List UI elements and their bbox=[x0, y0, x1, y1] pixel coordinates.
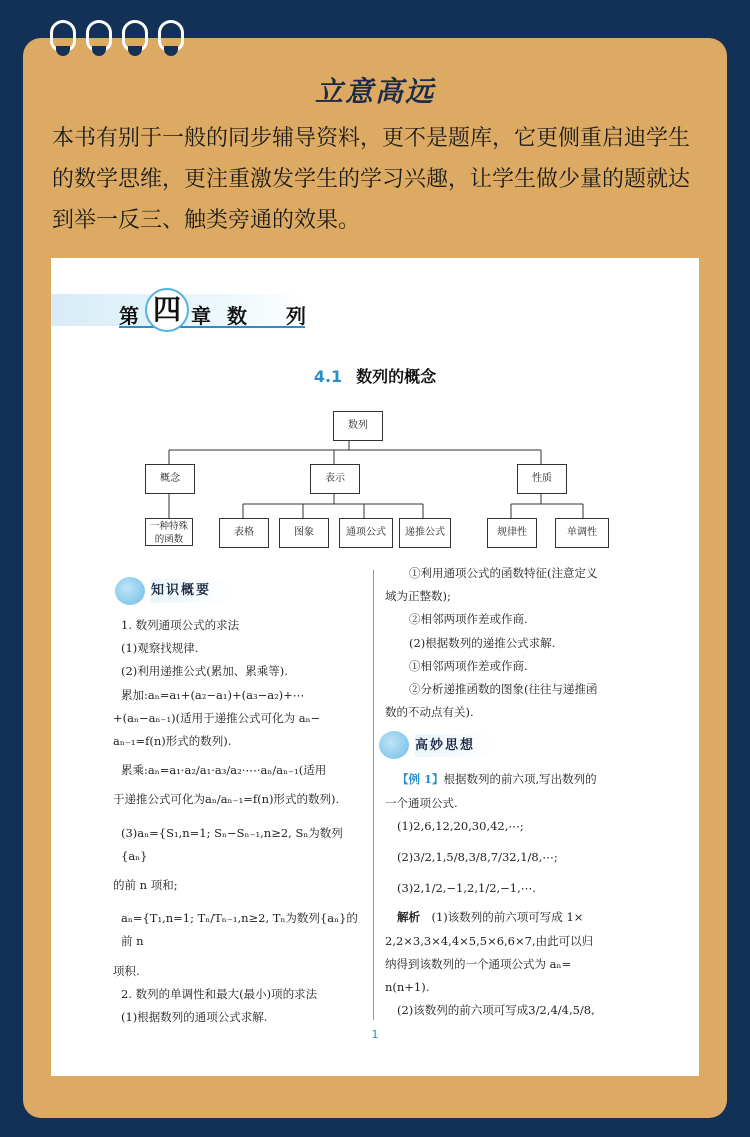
example-tag: 【例 1】 bbox=[397, 772, 444, 787]
text-line: +(aₙ−aₙ₋₁)(适用于递推公式可化为 aₙ− bbox=[113, 710, 321, 725]
tree-node-regularity: 规律性 bbox=[487, 518, 537, 548]
tree-node-special-function: 一种特殊的函数 bbox=[145, 518, 193, 546]
text-line: 2,2×3,3×4,4×5,5×6,6×7,由此可以归 bbox=[385, 933, 594, 948]
text-line: (2)该数列的前六项可写成3/2,4/4,5/8, bbox=[397, 1003, 595, 1018]
text-line: n(n+1). bbox=[385, 980, 430, 995]
text-line: ①利用通项公式的函数特征(注意定义 bbox=[409, 566, 598, 580]
text-line: 累加:aₙ=a₁+(a₂−a₁)+(a₃−a₂)+⋯ bbox=[121, 687, 305, 702]
binder-rings bbox=[50, 20, 184, 56]
method-heading: 高妙思想 bbox=[379, 728, 637, 762]
text-line: (3)2,1/2,−1,2,1/2,−1,⋯. bbox=[397, 881, 536, 896]
tree-root: 数列 bbox=[333, 411, 383, 441]
tree-node-concept: 概念 bbox=[145, 464, 195, 494]
book-page bbox=[51, 258, 699, 1076]
tree-lines bbox=[51, 258, 699, 558]
chapter-number: 四 bbox=[145, 288, 189, 332]
ring-icon bbox=[86, 20, 112, 56]
section-title: 数列的概念 bbox=[356, 367, 437, 386]
text-line: 项积. bbox=[113, 963, 140, 978]
text-line: aₙ₋₁=f(n)形式的数列). bbox=[113, 734, 232, 749]
text-line: (2)利用递推公式(累加、累乘等). bbox=[121, 664, 288, 679]
page-title: 立意高远 bbox=[314, 75, 435, 108]
text-line: ②相邻两项作差或作商. bbox=[409, 612, 528, 627]
chapter-name: 数 列 bbox=[227, 304, 322, 328]
text-line: 累乘:aₙ=a₁·a₂/a₁·a₃/a₂·⋯·aₙ/aₙ₋₁(适用 bbox=[121, 763, 327, 778]
text-line: (1)根据数列的通项公式求解. bbox=[121, 1010, 268, 1025]
text-line: 于递推公式可化为aₙ/aₙ₋₁=f(n)形式的数列). bbox=[113, 792, 340, 807]
intro-text: 本书有别于一般的同步辅导资料，更不是题库，它更侧重启迪学生的数学思维，更注重激发学生的学习兴趣，让学生做少量的题就达到举一反三、触类旁通的效果。 bbox=[52, 126, 691, 233]
text-line: 的前 n 项和; bbox=[113, 878, 178, 893]
tree-node-representation: 表示 bbox=[310, 464, 360, 494]
right-column bbox=[385, 562, 637, 1022]
text-line: ②分析递推函数的图象(往往与递推函 bbox=[409, 682, 598, 697]
text-line: 数的不动点有关). bbox=[385, 705, 474, 720]
text-line: (2)3/2,1,5/8,3/8,7/32,1/8,⋯; bbox=[397, 850, 558, 865]
text-line: (3)aₙ={S₁,n=1; Sₙ−Sₙ₋₁,n≥2, Sₙ为数列{aₙ} bbox=[121, 825, 343, 863]
ring-icon bbox=[122, 20, 148, 56]
analysis-label: 解析 bbox=[397, 910, 420, 925]
left-column bbox=[113, 570, 365, 1029]
chapter-zhang: 章 bbox=[191, 304, 211, 328]
text-line: (1)观察找规律. bbox=[121, 641, 199, 656]
text-line: ①相邻两项作差或作商. bbox=[409, 658, 528, 673]
section-number: 4.1 bbox=[313, 367, 343, 386]
tree-node-property: 性质 bbox=[517, 464, 567, 494]
ring-icon bbox=[50, 20, 76, 56]
text-line: 2. 数列的单调性和最大(最小)项的求法 bbox=[121, 986, 318, 1001]
page-number: 1 bbox=[371, 1028, 379, 1041]
column-divider bbox=[373, 570, 374, 1020]
tree-node-recurrence: 递推公式 bbox=[399, 518, 451, 548]
tree-node-graph: 图象 bbox=[279, 518, 329, 548]
tree-node-general-term: 通项公式 bbox=[339, 518, 393, 548]
tree-node-table: 表格 bbox=[219, 518, 269, 548]
text-line: 一个通项公式. bbox=[385, 795, 458, 810]
text-line: 1. 数列通项公式的求法 bbox=[121, 618, 240, 632]
text-line: 纳得到该数列的一个通项公式为 aₙ= bbox=[385, 956, 572, 971]
text-line: 域为正整数); bbox=[385, 589, 451, 604]
example-line: 【例 1】根据数列的前六项,写出数列的 bbox=[397, 772, 597, 787]
chapter-di: 第 bbox=[119, 304, 141, 328]
knowledge-icon bbox=[115, 577, 145, 605]
text-line: (2)根据数列的递推公式求解. bbox=[409, 635, 556, 650]
method-icon bbox=[379, 731, 409, 759]
tree-node-monotonicity: 单调性 bbox=[555, 518, 609, 548]
knowledge-heading: 知识概要 bbox=[115, 574, 365, 608]
text-line: (1)2,6,12,20,30,42,⋯; bbox=[397, 818, 524, 833]
ring-icon bbox=[158, 20, 184, 56]
text-line: aₙ={T₁,n=1; Tₙ/Tₙ₋₁,n≥2, Tₙ为数列{aₙ}的前 n bbox=[121, 911, 358, 949]
analysis-line: 解析 (1)该数列的前六项可写成 1× bbox=[397, 910, 584, 925]
